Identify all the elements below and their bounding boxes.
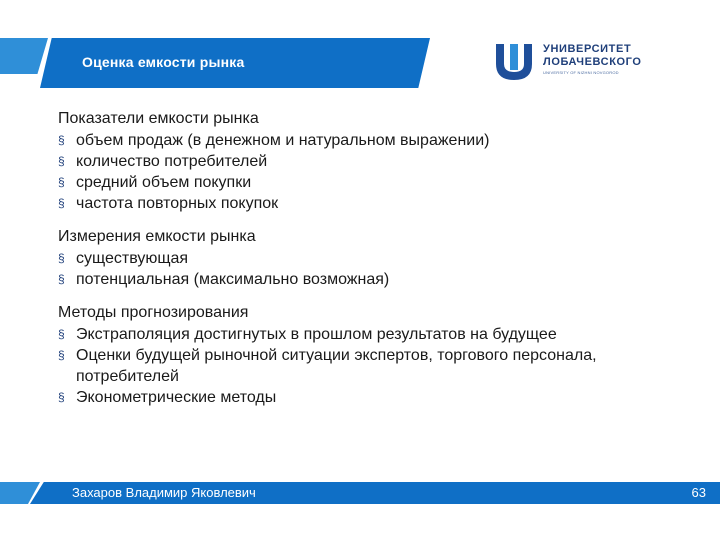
list-item: § потенциальная (максимально возможная)	[58, 269, 678, 290]
section-title: Показатели емкости рынка	[58, 110, 259, 127]
bullet-list	[58, 248, 678, 290]
bullet-list	[58, 324, 678, 408]
list-item: § существующая	[58, 248, 678, 269]
list-item: § Эконометрические методы	[58, 387, 678, 408]
list-item: § частота повторных покупок	[58, 193, 678, 214]
list-item: § объем продаж (в денежном и натуральном выражении)	[58, 130, 678, 151]
logo-line1: УНИВЕРСИТЕТ	[543, 43, 632, 55]
bullet-list	[58, 130, 678, 214]
logo-line2: ЛОБАЧЕВСКОГО	[543, 56, 642, 68]
section-title: Измерения емкости рынка	[58, 228, 256, 245]
logo-line3: UNIVERSITY OF NIZHNI NOVGOROD	[543, 70, 619, 75]
list-item: § средний объем покупки	[58, 172, 678, 193]
slide-title: Оценка емкости рынка	[82, 54, 245, 70]
section-measurements	[58, 228, 678, 290]
header-accent	[0, 38, 48, 74]
slide-content	[58, 110, 678, 422]
page-number: 63	[691, 485, 706, 500]
section-title: Методы прогнозирования	[58, 304, 249, 321]
list-item: § количество потребителей	[58, 151, 678, 172]
list-item: § Экстраполяция достигнутых в прошлом результатов на будущее	[58, 324, 678, 345]
footer-author: Захаров Владимир Яковлевич	[72, 485, 256, 500]
section-indicators	[58, 110, 678, 214]
section-methods	[58, 304, 678, 408]
list-item: § Оценки будущей рыночной ситуации экспертов, торгового персонала, потребителей	[58, 345, 678, 387]
